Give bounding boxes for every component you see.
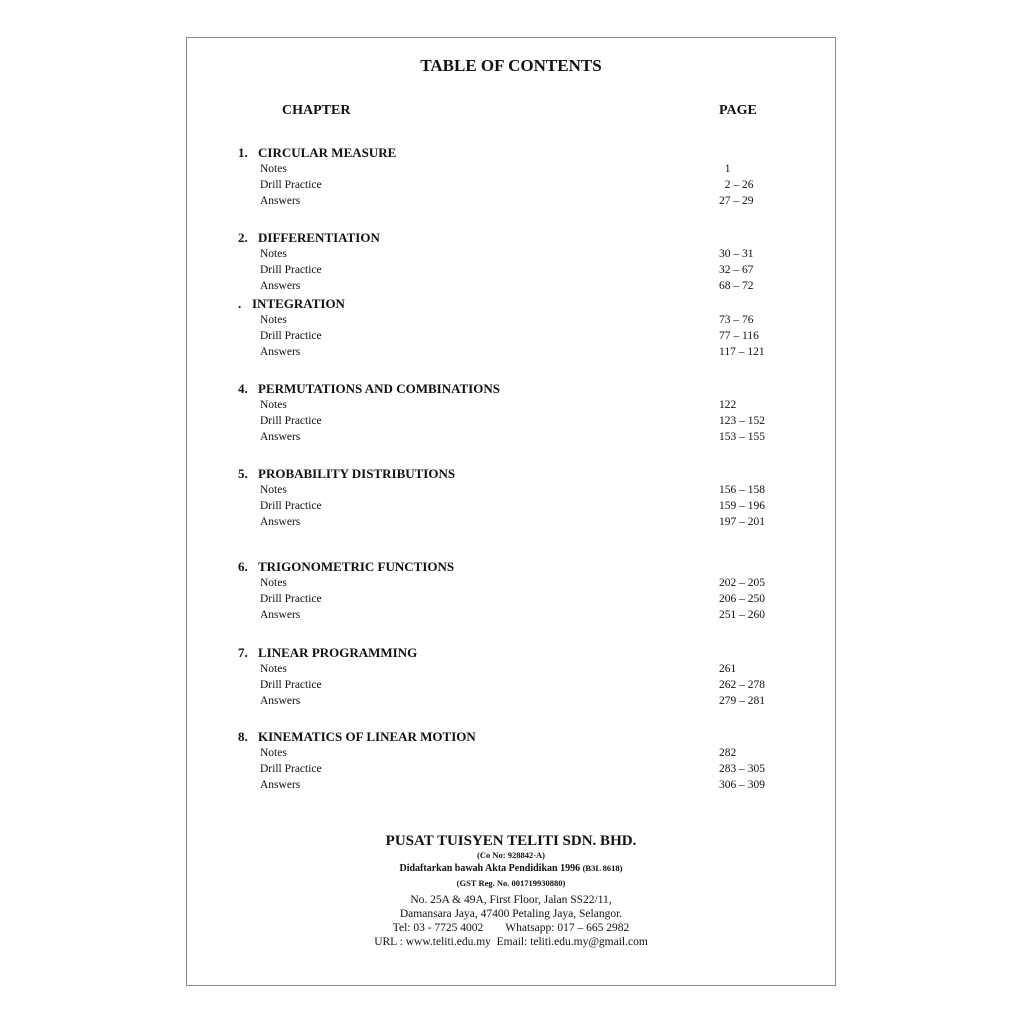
row-page: 283 – 305 <box>719 763 765 775</box>
row-page: 197 – 201 <box>719 516 765 528</box>
toc-row <box>187 264 835 280</box>
chapter-name: PERMUTATIONS AND COMBINATIONS <box>258 381 500 396</box>
address-line-2: Damansara Jaya, 47400 Petaling Jaya, Selangor. <box>399 908 623 920</box>
row-label: Drill Practice <box>260 500 322 512</box>
row-label: Drill Practice <box>260 330 322 342</box>
chapter-number: 4. <box>238 381 248 396</box>
row-page: 153 – 155 <box>719 431 765 443</box>
chapter-name: PROBABILITY DISTRIBUTIONS <box>258 466 456 481</box>
telephone: Tel: 03 - 7725 4002 <box>392 922 484 934</box>
chapter-name: LINEAR PROGRAMMING <box>258 645 418 660</box>
row-page: 261 <box>719 663 737 675</box>
row-label: Answers <box>260 195 301 207</box>
chapter-column-header: CHAPTER <box>282 103 351 118</box>
row-label: Answers <box>260 609 301 621</box>
toc-row <box>187 663 835 679</box>
row-page: 117 – 121 <box>719 346 765 358</box>
chapter-number: 7. <box>238 645 248 660</box>
toc-row <box>187 679 835 695</box>
toc-row <box>187 484 835 500</box>
row-label: Notes <box>260 747 287 759</box>
toc-row <box>187 330 835 346</box>
toc-row <box>187 415 835 431</box>
chapter-name: CIRCULAR MEASURE <box>258 145 397 160</box>
row-label: Answers <box>260 695 301 707</box>
row-label: Answers <box>260 779 301 791</box>
chapter-title <box>238 729 476 745</box>
row-page: 279 – 281 <box>719 695 765 707</box>
contact-phone-line <box>187 922 835 934</box>
chapter-name: KINEMATICS OF LINEAR MOTION <box>258 729 476 744</box>
row-label: Notes <box>260 163 287 175</box>
chapter-title <box>238 230 380 246</box>
company-number: (Co No: 928842-A) <box>477 850 545 860</box>
row-label: Notes <box>260 663 287 675</box>
toc-row <box>187 163 835 179</box>
website-url: URL : www.teliti.edu.my <box>374 936 491 948</box>
gst-number: (GST Reg. No. 001719930880) <box>456 878 566 888</box>
row-label: Drill Practice <box>260 593 322 605</box>
toc-row <box>187 195 835 211</box>
row-page: 77 – 116 <box>719 330 759 342</box>
chapter-title <box>238 296 345 312</box>
toc-row <box>187 516 835 532</box>
row-label: Drill Practice <box>260 763 322 775</box>
row-label: Drill Practice <box>260 179 322 191</box>
toc-row <box>187 763 835 779</box>
page-title: TABLE OF CONTENTS <box>420 56 602 75</box>
chapter-name: DIFFERENTIATION <box>258 230 380 245</box>
row-page: 30 – 31 <box>719 248 754 260</box>
chapter-number: . <box>238 296 242 311</box>
row-page: 2 – 26 <box>719 179 754 191</box>
row-label: Notes <box>260 577 287 589</box>
chapter-number: 6. <box>238 559 248 574</box>
toc-row <box>187 431 835 447</box>
row-label: Answers <box>260 516 301 528</box>
chapter-title <box>238 559 454 575</box>
toc-row <box>187 747 835 763</box>
chapter-number: 2. <box>238 230 248 245</box>
chapter-name: INTEGRATION <box>252 296 345 311</box>
registration-line <box>187 863 835 874</box>
row-page: 282 <box>719 747 737 759</box>
toc-row <box>187 593 835 609</box>
row-label: Answers <box>260 346 301 358</box>
whatsapp: Whatsapp: 017 – 665 2982 <box>505 922 630 934</box>
row-label: Notes <box>260 399 287 411</box>
row-label: Drill Practice <box>260 679 322 691</box>
toc-row <box>187 500 835 516</box>
toc-row <box>187 399 835 415</box>
row-label: Notes <box>260 248 287 260</box>
address-line-1: No. 25A & 49A, First Floor, Jalan SS22/11, <box>410 894 612 906</box>
toc-row <box>187 779 835 795</box>
row-page: 306 – 309 <box>719 779 765 791</box>
toc-row <box>187 280 835 296</box>
toc-row <box>187 695 835 711</box>
chapter-title <box>238 381 500 397</box>
row-page: 68 – 72 <box>719 280 754 292</box>
registration-code: (B3L 8618) <box>582 863 623 873</box>
row-label: Notes <box>260 314 287 326</box>
page-column-header: PAGE <box>719 103 757 118</box>
row-label: Drill Practice <box>260 415 322 427</box>
row-label: Notes <box>260 484 287 496</box>
chapter-title <box>238 466 455 482</box>
toc-row <box>187 248 835 264</box>
chapter-title <box>238 645 417 661</box>
registration-text: Didaftarkan bawah Akta Pendidikan 1996 <box>399 863 581 874</box>
row-label: Answers <box>260 431 301 443</box>
row-page: 32 – 67 <box>719 264 754 276</box>
contact-web-line <box>187 936 835 948</box>
row-page: 1 <box>719 163 731 175</box>
document-page <box>186 37 836 986</box>
row-page: 27 – 29 <box>719 195 754 207</box>
row-label: Answers <box>260 280 301 292</box>
email-address: Email: teliti.edu.my@gmail.com <box>496 936 648 948</box>
chapter-number: 5. <box>238 466 248 481</box>
chapter-name: TRIGONOMETRIC FUNCTIONS <box>258 559 455 574</box>
row-page: 262 – 278 <box>719 679 765 691</box>
chapter-number: 8. <box>238 729 248 744</box>
company-name: PUSAT TUISYEN TELITI SDN. BHD. <box>385 833 637 849</box>
row-page: 251 – 260 <box>719 609 765 621</box>
row-page: 122 <box>719 399 737 411</box>
toc-row <box>187 577 835 593</box>
toc-row <box>187 179 835 195</box>
row-label: Drill Practice <box>260 264 322 276</box>
row-page: 159 – 196 <box>719 500 765 512</box>
toc-row <box>187 314 835 330</box>
chapter-number: 1. <box>238 145 248 160</box>
row-page: 206 – 250 <box>719 593 765 605</box>
row-page: 156 – 158 <box>719 484 765 496</box>
toc-row <box>187 346 835 362</box>
chapter-title <box>238 145 396 161</box>
row-page: 73 – 76 <box>719 314 754 326</box>
row-page: 123 – 152 <box>719 415 765 427</box>
toc-row <box>187 609 835 625</box>
row-page: 202 – 205 <box>719 577 765 589</box>
